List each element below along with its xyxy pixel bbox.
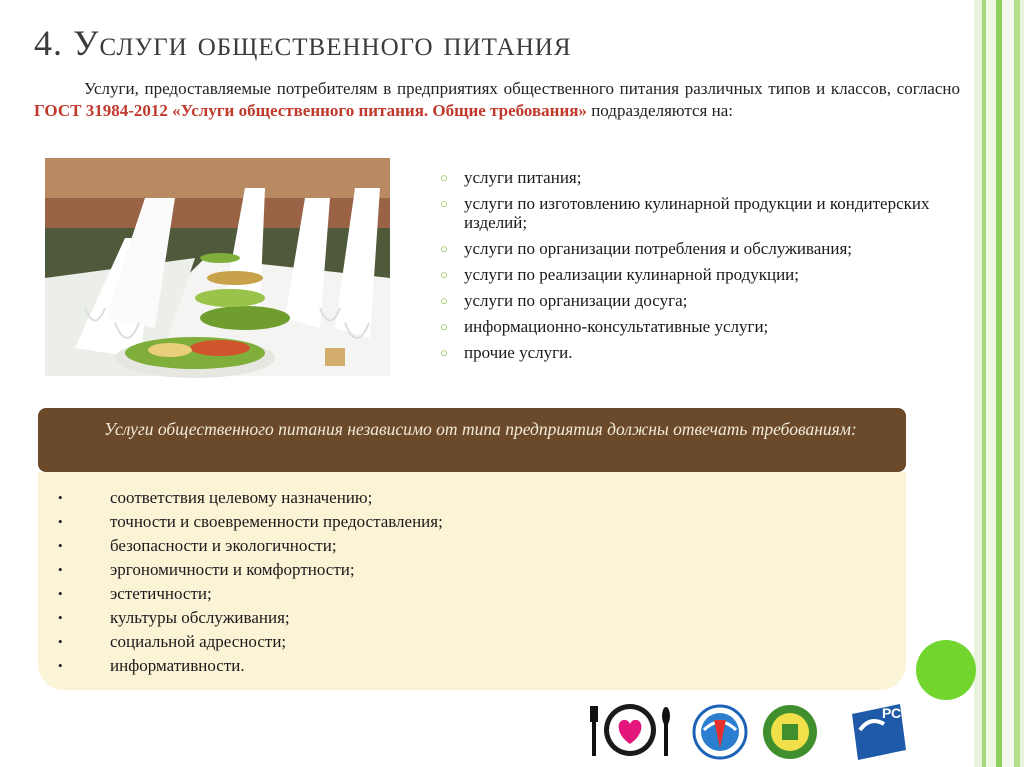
services-list-item: ○ информационно-консультативные услуги; [440,317,769,336]
bullet-icon: • [58,514,63,529]
circle-bullet-icon: ○ [440,293,448,308]
requirements-list [58,486,443,678]
requirements-header: Услуги общественного питания независимо от типа предприятия должны отвечать требованиям: [38,408,906,472]
bullet-icon: • [58,490,63,505]
bullet-icon: • [58,658,63,673]
bullet-icon: • [58,634,63,649]
circle-bullet-icon: ○ [440,196,448,211]
gost-reference: ГОСТ 31984-2012 «Услуги общественного питания. Общие требования» [34,101,587,120]
services-list-item: ○ услуги по реализации кулинарной продукции; [440,265,800,284]
circle-bullet-icon: ○ [440,319,448,334]
requirements-list-item: • точности и своевременности предоставления; [58,510,443,534]
requirements-list-item: • культуры обслуживания; [58,606,443,630]
circle-bullet-icon: ○ [440,345,448,360]
circle-bullet-icon: ○ [440,241,448,256]
requirements-list-item: • эргономичности и комфортности; [58,558,443,582]
intro-text-before: Услуги, предоставляемые потребителям в предприятиях общественного питания различных типов и классов, согласно [84,79,960,98]
services-list-item: ○ прочие услуги. [440,343,573,362]
services-list-item: ○ услуги по организации потребления и обслуживания; [440,239,853,258]
circle-bullet-icon: ○ [440,267,448,282]
rso-logo [852,704,912,760]
bullet-icon: • [58,562,63,577]
rso-text: РСО [882,705,912,721]
bullet-icon: • [58,586,63,601]
requirements-list-item: • социальной адресности; [58,630,443,654]
requirements-list-item: • безопасности и экологичности; [58,534,443,558]
services-list-item: ○ услуги по организации досуга; [440,291,688,310]
requirements-list-item: • соответствия целевому назначению; [58,486,443,510]
bullet-icon: • [58,538,63,553]
green-circle-decoration [916,640,976,700]
services-list [440,168,960,369]
globe-logo [694,706,746,758]
intro-text-after: подразделяются на: [586,101,733,120]
intro-paragraph [34,78,960,122]
slide-title: 4. Услуги общественного питания [34,23,572,63]
circle-bullet-icon: ○ [440,170,448,185]
services-list-item: ○ услуги питания; [440,168,582,187]
services-list-item: ○ услуги по изготовлению кулинарной продукции и кондитерских изделий; [440,194,930,232]
fork-knife-heart-logo [590,704,670,756]
decorative-stripes [974,0,1024,767]
bullet-icon: • [58,610,63,625]
green-emblem-logo [763,705,817,759]
partner-logos [590,700,920,762]
requirements-list-item: • эстетичности; [58,582,443,606]
banquet-photo [45,158,405,390]
requirements-list-item: • информативности. [58,654,443,678]
